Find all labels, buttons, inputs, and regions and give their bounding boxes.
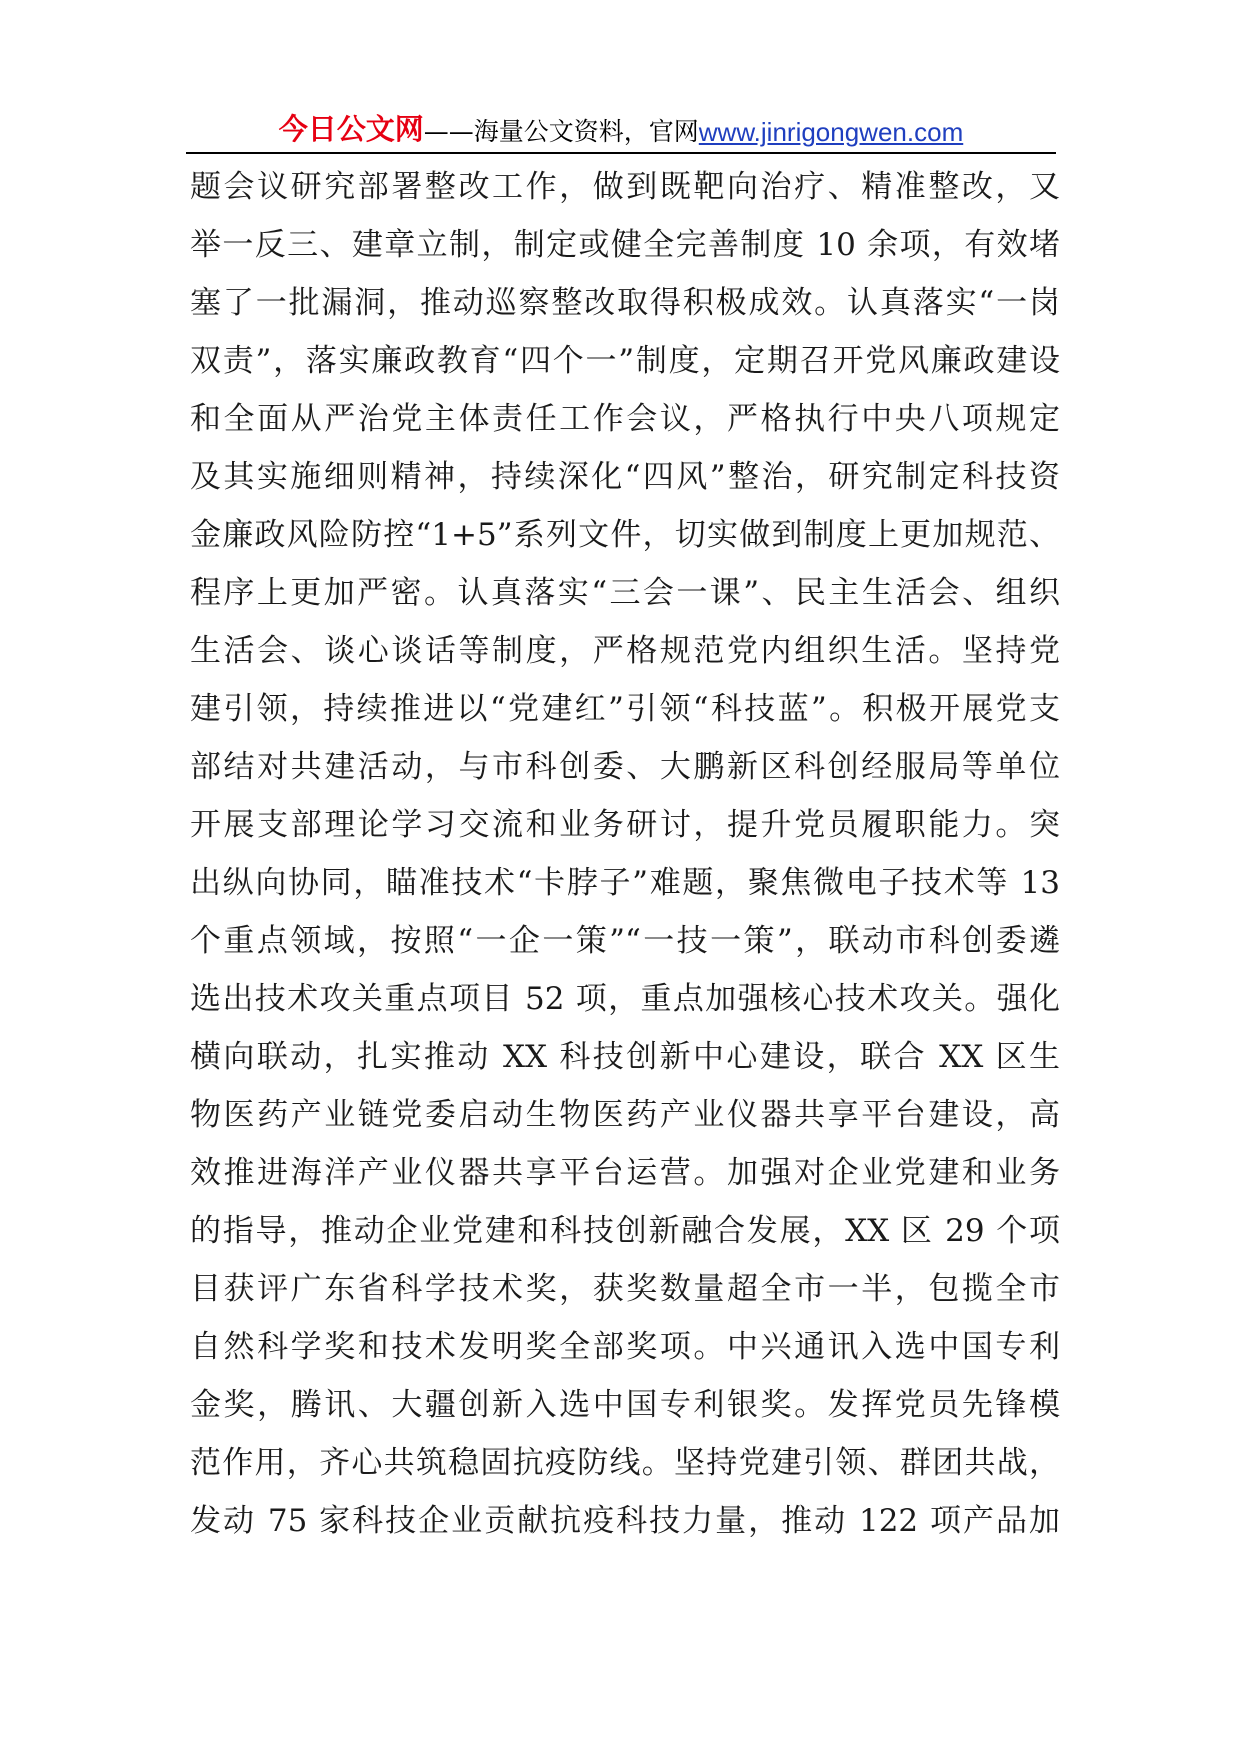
site-tagline: ——海量公文资料，官网 [423,117,699,146]
header-divider [186,152,1056,154]
text-line: 部结对共建活动，与市科创委、大鹏新区科创经服局等单位 [190,749,1060,785]
text-line: 生活会、谈心谈话等制度，严格规范党内组织生活。坚持党 [190,633,1060,669]
text-line: 及其实施细则精神，持续深化“四风”整治，研究制定科技资 [190,459,1060,495]
text-line: 选出技术攻关重点项目 52 项，重点加强核心技术攻关。强化 [190,981,1060,1017]
site-url-link[interactable]: www.jinrigongwen.com [698,117,964,147]
site-brand: 今日公文网 [278,112,424,146]
text-line: 金廉政风险防控“1+5”系列文件，切实做到制度上更加规范、 [190,517,1060,553]
text-line: 程序上更加严密。认真落实“三会一课”、民主生活会、组织 [190,575,1060,611]
text-line: 开展支部理论学习交流和业务研讨，提升党员履职能力。突 [190,807,1060,843]
text-line: 塞了一批漏洞，推动巡察整改取得积极成效。认真落实“一岗 [190,285,1060,321]
text-line: 金奖，腾讯、大疆创新入选中国专利银奖。发挥党员先锋模 [190,1387,1060,1423]
text-line: 和全面从严治党主体责任工作会议，严格执行中央八项规定 [190,401,1060,437]
text-line: 建引领，持续推进以“党建红”引领“科技蓝”。积极开展党支 [190,691,1060,727]
text-line: 横向联动，扎实推动 XX 科技创新中心建设，联合 XX 区生 [190,1039,1060,1075]
text-line: 举一反三、建章立制，制定或健全完善制度 10 余项，有效堵 [190,227,1060,263]
text-line: 自然科学奖和技术发明奖全部奖项。中兴通讯入选中国专利 [190,1329,1060,1365]
text-line: 个重点领域，按照“一企一策”“一技一策”，联动市科创委遴 [190,923,1060,959]
text-line: 题会议研究部署整改工作，做到既靶向治疗、精准整改，又 [190,169,1060,205]
text-line: 出纵向协同，瞄准技术“卡脖子”难题，聚焦微电子技术等 13 [190,865,1060,901]
text-line: 双责”，落实廉政教育“四个一”制度，定期召开党风廉政建设 [190,343,1060,379]
text-line: 的指导，推动企业党建和科技创新融合发展，XX 区 29 个项 [190,1213,1060,1249]
text-line: 发动 75 家科技企业贡献抗疫科技力量，推动 122 项产品加 [190,1503,1060,1539]
text-line: 目获评广东省科学技术奖，获奖数量超全市一半，包揽全市 [190,1271,1060,1307]
text-line: 效推进海洋产业仪器共享平台运营。加强对企业党建和业务 [190,1155,1060,1191]
document-body [190,158,1060,1550]
text-line: 范作用，齐心共筑稳固抗疫防线。坚持党建引领、群团共战， [190,1445,1060,1481]
site-header [186,104,1056,148]
text-line: 物医药产业链党委启动生物医药产业仪器共享平台建设，高 [190,1097,1060,1133]
